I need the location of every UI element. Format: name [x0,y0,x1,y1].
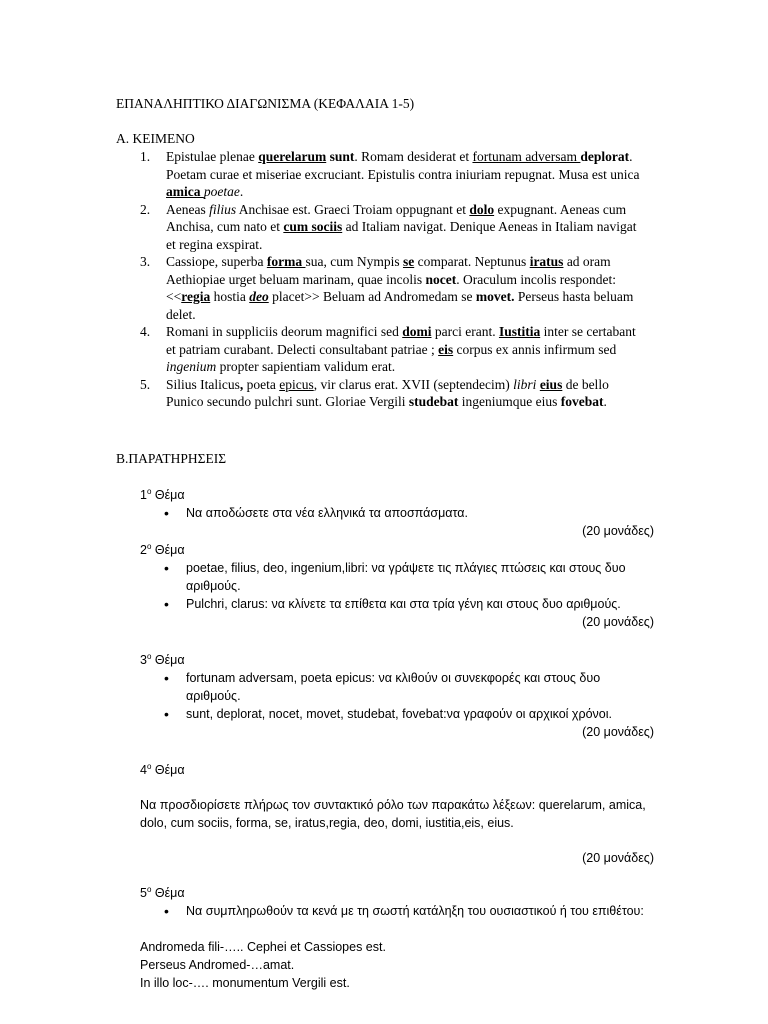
section-b-heading: Β.ΠΑΡΑΤΗΡΗΣΕΙΣ [116,451,227,466]
theme-4-text: Να προσδιορίσετε πλήρως τον συντακτικό ρόλο των παρακάτω λέξεων: querelarum, amica, dolo, cum sociis, forma, se, iratus,regia, deo, domi, iustitia,eis, eius. [140,798,646,830]
theme-5 [140,884,654,920]
text-run: ad Italiam navigat. Denique Aeneas in Italiam navigat et regina exspirat. [166,219,637,252]
text-run: Aeneas [166,201,210,217]
text-run: comparat. Neptunus [414,254,530,269]
text-run: Silius Italicus [166,376,240,392]
text-run: domi [402,324,432,339]
text-run: eis [438,341,454,357]
text-run: . Poetam curae et miseriae excruciant. Epistulis contra iniuriam repugnat. Musa est unica [166,149,640,182]
theme-1-points: (20 μονάδες) [582,524,654,538]
text-run: sunt [329,149,355,164]
bullet-icon: • [164,903,169,919]
text-run: . Romam desiderat et [354,149,473,164]
text-run: . [603,394,607,409]
text-run: propter sapientiam validum erat. [216,359,396,374]
latin-text-item [140,376,648,411]
text-run: Epistulae plenae [166,149,259,164]
text-run: de bello Punico secundo pulchri sunt. Gloriae Vergili [166,376,609,409]
text-run: poetae [203,184,240,199]
text-run: poeta [243,376,280,392]
text-run: Romani in suppliciis deorum magnifici sed [166,324,403,339]
text-run: Perseus hasta beluam delet. [166,289,634,322]
text-run: inter se certabant et patriam curabant. Delecti consultabant patriae ; [166,324,636,357]
text-run: Iustitia [498,324,541,339]
theme-1-bullet: • Να αποδώσετε στα νέα ελληνικά τα αποσπάσματα. [164,505,468,521]
latin-text-item [140,253,648,323]
text-run: regia [181,289,211,304]
text-run: Anchisae est. Graeci Troiam oppugnant et [236,201,470,217]
theme-4-points: (20 μονάδες) [582,851,654,865]
text-run: deo [249,289,269,304]
item-number: 3. [140,254,151,269]
text-run: ingeniumque eius [458,394,561,409]
item-number: 4. [140,324,151,339]
text-run: forma [266,254,306,269]
text-run: fortunam adversam [472,149,581,164]
latin-text-item [140,201,648,254]
text-run: amica [166,184,204,199]
text-run: expugnant. Aeneas cum Anchisa, cum nato et [166,201,627,234]
text-run: . Oraculum incolis respondet:<< [166,271,617,304]
bullet-icon: • [164,706,169,722]
text-run: deplorat [580,149,630,164]
text-run: libri [513,376,537,392]
text-run: ingenium [166,359,217,374]
text-run: studebat [408,394,459,409]
text-run: . [239,184,244,199]
text-run: filius [209,201,237,217]
text-run: fovebat [560,394,604,409]
text-run: nocet [425,271,457,287]
text-run: epicus [279,376,314,392]
document-title: ΕΠΑΝΑΛΗΠΤΙΚΟ ΔΙΑΓΩΝΙΣΜΑ (ΚΕΦΑΛΑΙΑ 1-5) [116,96,415,111]
theme-5-exercise-lines [140,938,654,992]
exercise-line: Perseus Andromed-…amat. [140,958,295,972]
theme-5-heading: $5^o$ Θέμα [140,884,185,900]
theme-3-points: (20 μονάδες) [582,725,654,739]
exercise-line: Andromeda fili-….. Cephei et Cassiopes est. [140,940,386,954]
item-number: 2. [140,201,151,217]
text-run: sua, cum Nympis [305,254,403,269]
text-run: , [239,376,244,392]
section-a-heading: Α. ΚΕΙΜΕΝΟ [116,131,195,146]
latin-text-item [140,323,648,376]
text-run: se [402,254,415,269]
bullet-icon: • [164,560,169,576]
item-number: 1. [140,149,151,164]
latin-texts-list [140,148,648,411]
theme-3 [140,651,654,741]
theme-1 [140,486,654,540]
theme-2-heading: $2^o$ Θέμα [140,541,185,557]
theme-1-heading: $1^o$ Θέμα [140,486,185,502]
text-run: movet. [475,289,515,304]
text-run: , vir clarus erat. XVII (septendecim) [313,376,514,392]
theme-2 [140,541,654,631]
text-run: placet>> Beluam ad Andromedam se [268,289,476,304]
item-number: 5. [140,376,151,392]
text-run: iratus [529,254,564,269]
latin-text-item [140,148,648,201]
text-run: Cassiope, superba [166,254,267,269]
text-run: cum sociis [283,219,343,234]
bullet-icon: • [164,505,169,521]
theme-2-bullet-1: • poetae, filius, deo, ingenium,libri: να γράψετε τις πλάγιες πτώσεις και στους δυο αριθμούς. [164,560,626,593]
theme-2-points: (20 μονάδες) [582,615,654,629]
theme-3-bullet-2: • sunt, deplorat, nocet, movet, studebat, fovebat:να γραφούν οι αρχικοί χρόνοι. [164,706,612,722]
text-run: parci erant. [431,324,499,339]
text-run: hostia [210,289,250,304]
bullet-icon: • [164,670,169,686]
exercise-line: In illo loc-…. monumentum Vergili est. [140,976,350,990]
theme-5-bullet: • Να συμπληρωθούν τα κενά με τη σωστή κατάληξη του ουσιαστικού ή του επιθέτου: [164,903,644,919]
theme-4-heading: $4^o$ Θέμα [140,761,185,777]
theme-3-heading: $3^o$ Θέμα [140,651,185,667]
bullet-icon: • [164,596,169,612]
text-run: corpus ex annis infirmum sed [453,341,617,357]
text-run: eius [539,376,563,392]
theme-3-bullet-1: • fortunam adversam, poeta epicus: να κλιθούν οι συνεκφορές και στους δυο αριθμούς. [164,670,601,703]
text-run: dolo [469,201,495,217]
text-run: querelarum [258,149,327,164]
theme-2-bullet-2: • Pulchri, clarus: να κλίνετε τα επίθετα και στα τρία γένη και στους δυο αριθμούς. [164,596,621,612]
text-run: ad oram Aethiopiae urget beluam marinam, quae incolis [166,254,611,287]
